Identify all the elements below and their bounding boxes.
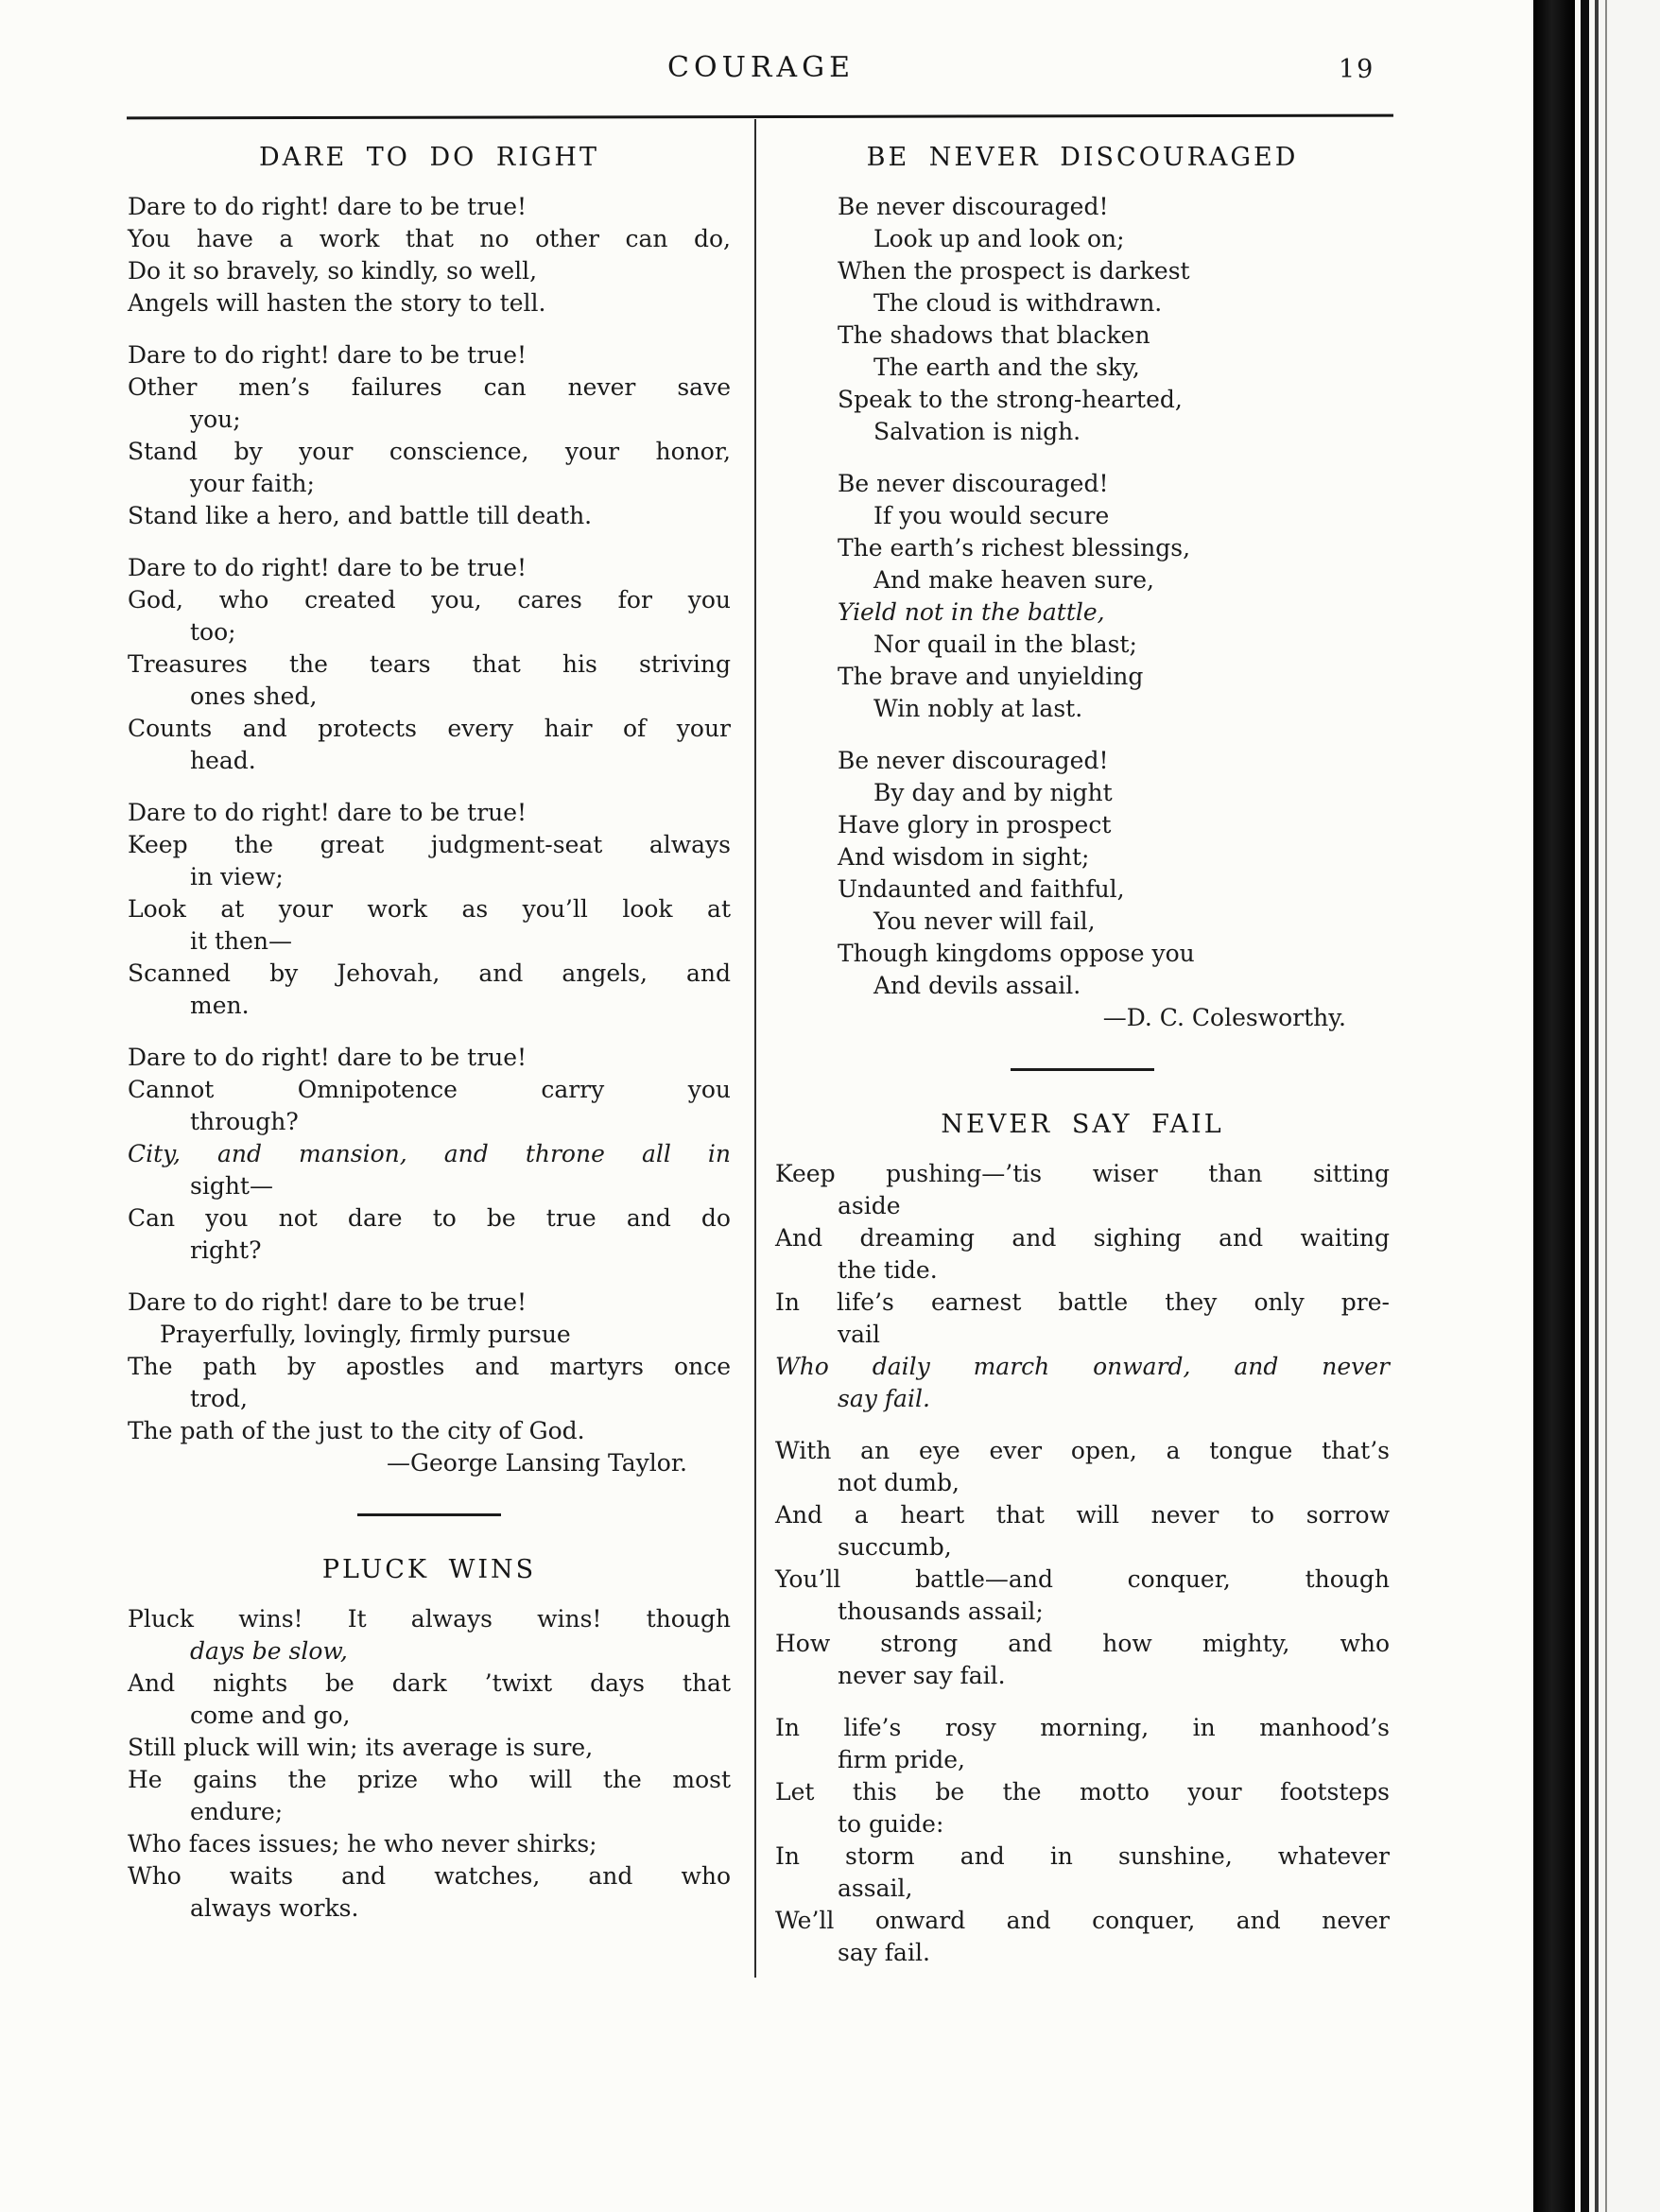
poem-line: sight— — [190, 1172, 273, 1200]
poem-title: NEVER SAY FAIL — [941, 1110, 1224, 1139]
poem-line: You have a work that no other can do, — [128, 225, 731, 252]
poem-line: And devils assail. — [873, 972, 1081, 999]
poem — [128, 142, 731, 1479]
poem-line: firm pride, — [838, 1746, 965, 1773]
poem-line: Counts and protects every hair of your — [128, 715, 731, 742]
poem-line: In life’s rosy morning, in manhood’s — [775, 1714, 1390, 1741]
poem-line: thousands assail; — [838, 1598, 1044, 1625]
right-column — [775, 138, 1390, 1989]
poem-line: Be never discouraged! — [838, 470, 1109, 497]
poem-line: ones shed, — [190, 683, 318, 710]
poem-line: not dumb, — [838, 1469, 960, 1496]
poem-line: Still pluck will win; its average is sure, — [128, 1734, 594, 1761]
stanza — [775, 1158, 1390, 1415]
poem-line: When the prospect is darkest — [838, 257, 1190, 285]
poem-line: How strong and how mighty, who — [775, 1630, 1390, 1657]
poem-title: DARE TO DO RIGHT — [259, 143, 599, 172]
poem-line: Undaunted and faithful, — [838, 875, 1125, 903]
poem-line: The shadows that blacken — [838, 321, 1150, 349]
poem-line: Stand by your conscience, your honor, — [128, 438, 731, 465]
poem-line: Dare to do right! dare to be true! — [128, 554, 527, 581]
poem-line: The cloud is withdrawn. — [873, 289, 1163, 317]
poem-line: Who daily march onward, and never — [775, 1353, 1390, 1380]
poem-line: Though kingdoms oppose you — [838, 940, 1195, 967]
poem-line: Who waits and watches, and who — [128, 1862, 731, 1890]
poem-line: vail — [838, 1321, 881, 1348]
poem-line: Dare to do right! dare to be true! — [128, 341, 527, 369]
stanza — [128, 552, 731, 777]
poem-line: We’ll onward and conquer, and never — [775, 1907, 1390, 1934]
stanza — [128, 1287, 731, 1479]
page-number: 19 — [1339, 55, 1375, 84]
poem-title: BE NEVER DISCOURAGED — [866, 143, 1299, 172]
binding-thin-stripe — [1595, 0, 1599, 2212]
poem-line: Be never discouraged! — [838, 747, 1109, 774]
running-header — [130, 51, 1392, 84]
poem-line: And make heaven sure, — [873, 566, 1154, 594]
poem-line: Dare to do right! dare to be true! — [128, 1044, 527, 1071]
poem-line: Salvation is nigh. — [873, 418, 1081, 445]
poem-line: Look up and look on; — [873, 225, 1125, 252]
poem-line: through? — [190, 1108, 299, 1135]
poem — [775, 142, 1390, 1034]
poem-line: If you would secure — [873, 502, 1110, 529]
left-column — [128, 138, 731, 1944]
stanza — [775, 1712, 1390, 1969]
binding-gray-line — [1605, 0, 1607, 2212]
poem-line: Do it so bravely, so kindly, so well, — [128, 257, 538, 285]
poem-line: Cannot Omnipotence carry you — [128, 1076, 731, 1103]
poem-line: God, who created you, cares for you — [128, 586, 731, 613]
poem-line: Yield not in the battle, — [838, 598, 1105, 626]
poem-line: Speak to the strong-hearted, — [838, 386, 1183, 413]
poem-line: in view; — [190, 863, 284, 890]
poem-line: days be slow, — [190, 1637, 348, 1665]
poem-line: Scanned by Jehovah, and angels, and — [128, 959, 731, 987]
poem-line: aside — [838, 1192, 901, 1219]
poem-separator-rule — [357, 1513, 501, 1516]
poem-line: succumb, — [838, 1533, 952, 1561]
poem-line: And a heart that will never to sorrow — [775, 1501, 1390, 1529]
header-rule — [127, 114, 1393, 120]
poem-line: come and go, — [190, 1702, 351, 1729]
poem-line: You never will fail, — [873, 907, 1096, 935]
poem-line: Angels will hasten the story to tell. — [128, 289, 546, 317]
poem-line: And nights be dark ’twixt days that — [128, 1669, 731, 1697]
column-divider-rule — [754, 119, 756, 1978]
stanza — [775, 745, 1390, 1034]
poem-line: Dare to do right! dare to be true! — [128, 1288, 527, 1316]
binding-black-bar — [1533, 0, 1575, 2212]
poem-line: Treasures the tears that his striving — [128, 650, 731, 678]
poem-line: Have glory in prospect — [838, 811, 1112, 838]
poem-line: The brave and unyielding — [838, 663, 1144, 690]
poem-line: The earth’s richest blessings, — [838, 534, 1191, 562]
stanza — [128, 797, 731, 1022]
poem — [775, 1109, 1390, 1969]
stanza — [775, 191, 1390, 448]
poem-line: right? — [190, 1236, 262, 1264]
poem-line: always works. — [190, 1894, 359, 1922]
binding-black-stripe — [1581, 0, 1589, 2212]
poem-line: Let this be the motto your footsteps — [775, 1778, 1390, 1806]
poem-line: You’ll battle—and conquer, though — [775, 1565, 1390, 1593]
poem-line: Other men’s failures can never save — [128, 373, 731, 401]
poem-line: By day and by night — [873, 779, 1113, 806]
poem-line: Stand like a hero, and battle till death. — [128, 502, 593, 529]
stanza — [128, 1603, 731, 1925]
poem-line: the tide. — [838, 1256, 938, 1284]
poem-separator-rule — [1011, 1068, 1154, 1071]
poem-line: Pluck wins! It always wins! though — [128, 1605, 731, 1633]
poem-line: say fail. — [838, 1939, 930, 1966]
poem-line: Win nobly at last. — [873, 695, 1083, 722]
stanza — [775, 468, 1390, 725]
scan-binding-artifact — [1531, 0, 1660, 2212]
stanza — [128, 191, 731, 320]
poem-attribution: —D. C. Colesworthy. — [1102, 1004, 1346, 1031]
poem-line: The earth and the sky, — [873, 354, 1140, 381]
poem-line: In storm and in sunshine, whatever — [775, 1842, 1390, 1870]
poem-title: PLUCK WINS — [321, 1555, 537, 1584]
poem-line: Dare to do right! dare to be true! — [128, 193, 527, 220]
poem-line: In life’s earnest battle they only pre- — [775, 1288, 1390, 1316]
poem-line: too; — [190, 618, 236, 646]
poem-line: endure; — [190, 1798, 284, 1825]
poem — [128, 1554, 731, 1925]
poem-line: Nor quail in the blast; — [873, 631, 1137, 658]
poem-line: Be never discouraged! — [838, 193, 1109, 220]
poem-attribution: —George Lansing Taylor. — [387, 1449, 687, 1477]
poem-line: trod, — [190, 1385, 248, 1412]
poem-line: you; — [190, 406, 241, 433]
poem-line: assail, — [838, 1875, 913, 1902]
poem-line: Keep the great judgment-seat always — [128, 831, 731, 858]
poem-line: Dare to do right! dare to be true! — [128, 799, 527, 826]
poem-line: He gains the prize who will the most — [128, 1766, 731, 1793]
poem-line: The path by apostles and martyrs once — [128, 1353, 731, 1380]
poem-line: And dreaming and sighing and waiting — [775, 1224, 1390, 1252]
poem-line: to guide: — [838, 1810, 944, 1838]
poem-line: Who faces issues; he who never shirks; — [128, 1830, 597, 1858]
poem-line: Look at your work as you’ll look at — [128, 895, 731, 923]
poem-line: Prayerfully, lovingly, firmly pursue — [160, 1321, 571, 1348]
poem-line: head. — [190, 747, 256, 774]
stanza — [128, 339, 731, 532]
poem-line: And wisdom in sight; — [838, 843, 1090, 871]
poem-line: Can you not dare to be true and do — [128, 1204, 731, 1232]
poem-line: men. — [190, 992, 250, 1019]
stanza — [775, 1435, 1390, 1692]
poem-line: never say fail. — [838, 1662, 1006, 1689]
poem-line: it then— — [190, 927, 293, 955]
poem-line: City, and mansion, and throne all in — [128, 1140, 731, 1167]
poem-line: The path of the just to the city of God. — [128, 1417, 585, 1444]
poem-line: Keep pushing—’tis wiser than sitting — [775, 1160, 1390, 1187]
poem-line: your faith; — [190, 470, 315, 497]
page-header-title: COURAGE — [667, 51, 855, 84]
stanza — [128, 1042, 731, 1267]
poem-line: With an eye ever open, a tongue that’s — [775, 1437, 1390, 1464]
poem-line: say fail. — [838, 1385, 930, 1412]
